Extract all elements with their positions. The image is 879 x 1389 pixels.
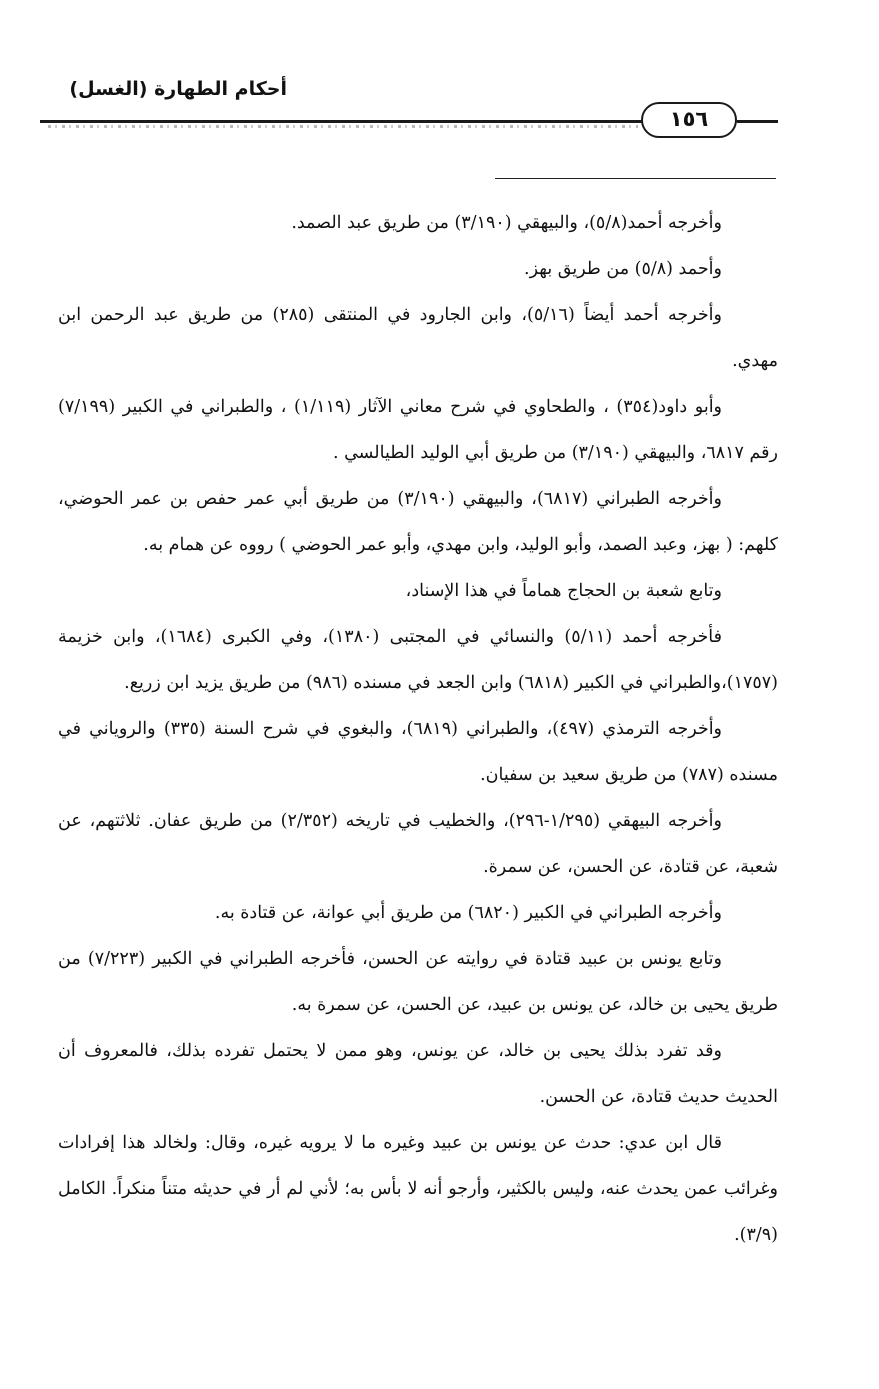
paragraph: وأبو داود(٣٥٤) ، والطحاوي في شرح معاني الآثار (١/١١٩) ، والطبراني في الكبير (٧/١٩٩) رقم ٦٨١٧، والبيهقي (٣/١٩٠) من طريق أبي الوليد الطيالسي . (58, 397, 778, 463)
paragraph: وتابع شعبة بن الحجاج هماماً في هذا الإسناد، (405, 581, 722, 601)
paragraph: وقد تفرد بذلك يحيى بن خالد، عن يونس، وهو ممن لا يحتمل تفرده بذلك، فالمعروف أن الحديث حديث قتادة، عن الحسن. (58, 1041, 778, 1107)
paragraph: وأخرجه الترمذي (٤٩٧)، والطبراني (٦٨١٩)، والبغوي في شرح السنة (٣٣٥) والروياني في مسنده (٧٨٧) من طريق سعيد بن سفيان. (58, 719, 778, 785)
footnote-body (58, 200, 778, 1258)
paragraph: قال ابن عدي: حدث عن يونس بن عبيد وغيره ما لا يرويه غيره، وقال: ولخالد هذا إفرادات وغرائب عمن يحدث عنه، وليس بالكثير، وأرجو أنه لا بأس به؛ لأني لم أر في حديثه متناً منكراً. الكامل (٣/٩). (58, 1133, 778, 1245)
paragraph: وتابع يونس بن عبيد قتادة في روايته عن الحسن، فأخرجه الطبراني في الكبير (٧/٢٢٣) من طريق يحيى بن خالد، عن يونس بن عبيد، عن الحسن، عن سمرة به. (58, 949, 778, 1015)
paragraph: وأحمد (٥/٨) من طريق بهز. (524, 259, 722, 279)
header-rule-right (737, 120, 778, 123)
paragraph: وأخرجه الطبراني في الكبير (٦٨٢٠) من طريق أبي عوانة، عن قتادة به. (214, 903, 722, 923)
running-title: أحكام الطهارة (الغسل) (69, 78, 287, 100)
header-rule-left (40, 120, 642, 123)
footnote-separator (495, 178, 776, 179)
paragraph: وأخرجه الطبراني (٦٨١٧)، والبيهقي (٣/١٩٠) من طريق أبي عمر حفص بن عمر الحوضي، كلهم: ( بهز، وعبد الصمد، وأبو الوليد، وابن مهدي، وأبو عمر الحوضي ) رووه عن همام به. (58, 489, 778, 555)
paragraph: وأخرجه أحمد(٥/٨)، والبيهقي (٣/١٩٠) من طريق عبد الصمد. (291, 213, 722, 233)
paragraph: وأخرجه البيهقي (١/٢٩٥-٢٩٦)، والخطيب في تاريخه (٢/٣٥٢) من طريق عفان. ثلاثتهم، عن شعبة، عن قتادة، عن الحسن، عن سمرة. (58, 811, 778, 877)
paragraph: فأخرجه أحمد (٥/١١) والنسائي في المجتبى (١٣٨٠)، وفي الكبرى (١٦٨٤)، وابن خزيمة (١٧٥٧)،والطبراني في الكبير (٦٨١٨) وابن الجعد في مسنده (٩٨٦) من طريق يزيد ابن زريع. (58, 627, 778, 693)
page-number: ١٥٦ (641, 102, 737, 138)
paragraph: وأخرجه أحمد أيضاً (٥/١٦)، وابن الجارود في المنتقى (٢٨٥) من طريق عبد الرحمن ابن مهدي. (58, 305, 778, 371)
header-rule-texture (48, 125, 638, 128)
